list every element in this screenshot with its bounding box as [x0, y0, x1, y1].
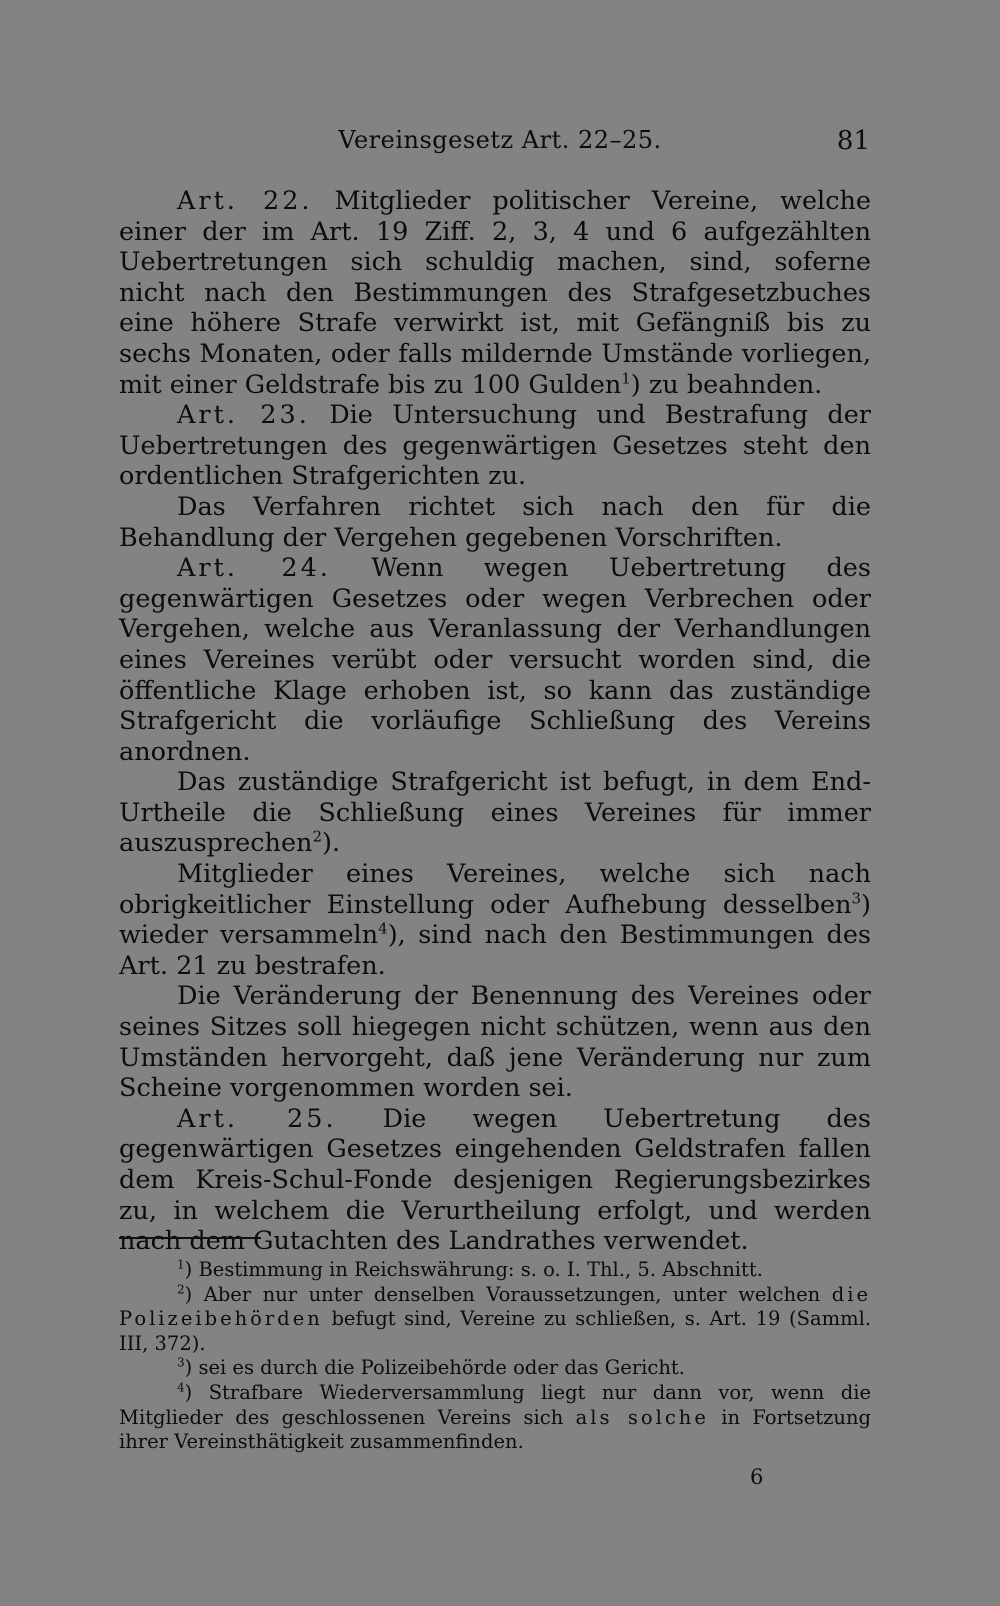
footnote-1-mark: 1 — [177, 1257, 185, 1272]
article-24-paragraph-3-part-a: Mitglieder eines Vereines, welche sich nach obrigkeitlicher Einstellung oder Aufhebung desselben — [119, 859, 871, 920]
signature-mark: 6 — [750, 1465, 764, 1489]
footnote-2: $^2$) Aber nur unter denselben Voraussetzungen, unter welchen die Polizeibehörden befugt sind, Vereine zu schließen, s. Art. 19 (Samml. III, 372). — [119, 1282, 872, 1355]
footnote-4-emphasis: als solche — [575, 1405, 709, 1429]
footnote-ref-3: 3 — [851, 889, 862, 908]
article-24-paragraph-3-part-c: , sind nach den Bestimmungen des Art. 21 zu bestrafen. — [119, 920, 872, 981]
footnote-2-text-c: befugt sind, Vereine zu schließen, s. Art. 19 (Samml. III, 372). — [119, 1307, 871, 1355]
footnote-4-mark: 4 — [177, 1380, 185, 1395]
footnote-4-text-a: Strafbare Wiederversammlung liegt nur dann vor, wenn die Mitglieder des geschlossenen Vereins sich — [119, 1380, 872, 1429]
footnote-ref-1: 1 — [621, 369, 631, 388]
article-25-label: Art. 25. — [177, 1103, 337, 1134]
footnote-1: $^1$) Bestimmung in Reichswährung: s. o. I. Thl., 5. Abschnitt. — [177, 1257, 763, 1281]
footnotes — [119, 1258, 871, 1455]
footnote-ref-4: 4 — [378, 919, 388, 938]
footnote-4: $^4$) Strafbare Wiederversammlung liegt nur dann vor, wenn die Mitglieder des geschlossenen Vereins sich als solche in Fortsetzung ihrer Vereinsthätigkeit zusammenfinden. — [119, 1380, 872, 1454]
article-24-paragraph-2: Das zuständige Strafgericht ist befugt, in dem End-Urtheile die Schließung eines Vereines für immer auszusprechen$^2$). — [119, 767, 871, 859]
footnote-2-emphasis: die Polizeibehörden — [119, 1282, 872, 1331]
article-22-tail: zu beahnden. — [648, 369, 823, 400]
footnote-2-mark: 2 — [177, 1282, 185, 1297]
footnote-1-text: Bestimmung in Reichswährung: s. o. I. Thl., 5. Abschnitt. — [198, 1258, 763, 1281]
footnote-2-text-a: Aber nur unter denselben Voraussetzungen, unter welchen — [203, 1282, 821, 1306]
footnote-ref-2: 2 — [312, 827, 323, 846]
article-22-text: Mitglieder politischer Vereine, welche einer der im Art. 19 Ziff. 2, 3, 4 und 6 aufgezählten Uebertretungen sich schuldig machen, sind, soferne nicht nach den Bestimmungen des Strafgesetzbuches eine höhere Strafe verwirkt ist, mit Gefängniß bis zu sechs Monaten, oder falls mildernde Umstände vorliegen, mit einer Geldstrafe bis zu 100 Gulden — [119, 186, 871, 400]
footnote-divider — [119, 1237, 261, 1239]
article-24-label: Art. 24. — [177, 553, 331, 584]
article-24-paragraph-2-text: Das zuständige Strafgericht ist befugt, in dem End-Urtheile die Schließung eines Vereines für immer auszusprechen — [119, 767, 871, 859]
footnote-3-mark: 3 — [177, 1355, 185, 1370]
footnote-4-text-c: in Fortsetzung ihrer Vereinsthätigkeit zusammenfinden. — [119, 1405, 871, 1454]
article-24-paragraph-3: Mitglieder eines Vereines, welche sich nach obrigkeitlicher Einstellung oder Aufhebung desselben$^3$) wieder versammeln$^4$), sind nach den Bestimmungen des Art. 21 zu bestrafen. — [119, 859, 872, 981]
article-24-paragraph-3-part-b: wieder versammeln — [119, 920, 379, 951]
page-number: 81 — [836, 126, 870, 156]
article-23-text: Die Untersuchung und Bestrafung der Uebertretungen des gegenwärtigen Gesetzes steht den ordentlichen Strafgerichten zu. — [119, 400, 871, 492]
article-24-paragraph-4: Die Veränderung der Benennung des Vereines oder seines Sitzes soll hiegegen nicht schützen, wenn aus den Umständen hervorgeht, daß jene Veränderung nur zum Scheine vorgenommen worden sei. — [119, 981, 871, 1104]
article-24 — [119, 553, 871, 767]
main-text — [119, 186, 871, 1257]
article-23 — [119, 400, 871, 492]
article-23-label: Art. 23. — [177, 400, 310, 431]
article-24-text: Wenn wegen Uebertretung des gegenwärtigen Gesetzes oder wegen Verbrechen oder Vergehen, welche aus Veranlassung der Verhandlungen eines Vereines verübt oder versucht worden sind, die öffentliche Klage erhoben ist, so kann das zuständige Strafgericht die vorläufige Schließung des Vereins anordnen. — [119, 553, 871, 767]
footnote-3-text: sei es durch die Polizeibehörde oder das Gericht. — [198, 1356, 685, 1380]
article-25 — [119, 1104, 871, 1257]
article-22: Art. 22. Mitglieder politischer Vereine, welche einer der im Art. 19 Ziff. 2, 3, 4 und 6 aufgezählten Uebertretungen sich schuldig machen, sind, soferne nicht nach den Bestimmungen des Strafgesetzbuches eine höhere Strafe verwirkt ist, mit Gefängniß bis zu sechs Monaten, oder falls mildernde Umstände vorliegen, mit einer Geldstrafe bis zu 100 Gulden$^1$) zu beahnden. — [119, 186, 871, 400]
article-23-paragraph-2: Das Verfahren richtet sich nach den für die Behandlung der Vergehen gegebenen Vorschriften. — [119, 491, 871, 553]
footnote-3: $^3$) sei es durch die Polizeibehörde oder das Gericht. — [177, 1355, 685, 1380]
article-25-text: Die wegen Uebertretung des gegenwärtigen Gesetzes eingehenden Geldstrafen fallen dem Kreis-Schul-Fonde desjenigen Regierungsbezirkes zu, in welchem die Verurtheilung erfolgt, und werden nach dem Gutachten des Landrathes verwendet. — [119, 1103, 871, 1257]
article-22-label: Art. 22. — [177, 186, 313, 216]
running-title: Vereinsgesetz Art. 22–25. — [338, 126, 662, 154]
